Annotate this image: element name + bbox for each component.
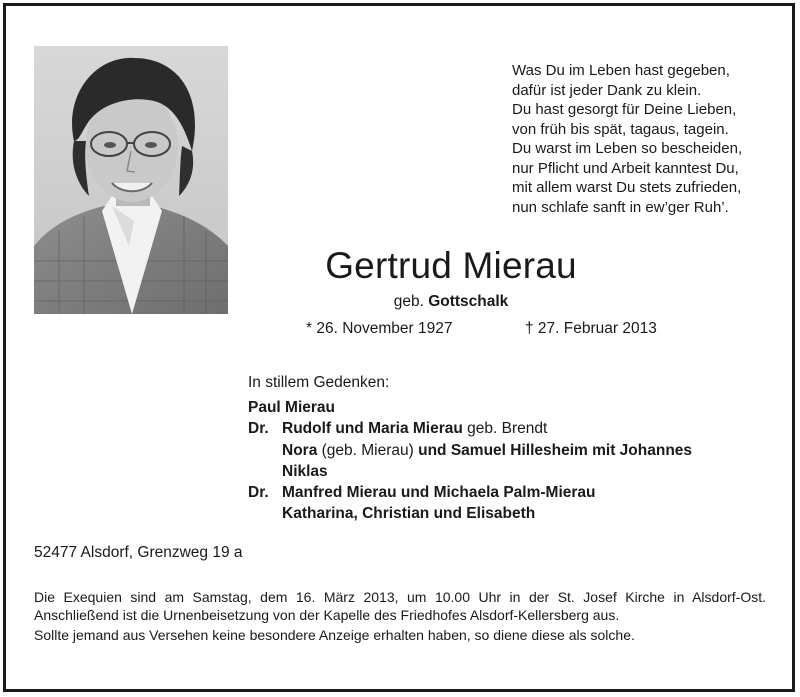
funeral-notice	[34, 588, 766, 644]
mourner-birthname: (geb. Mierau)	[317, 441, 419, 459]
death-date: † 27. Februar 2013	[525, 320, 657, 337]
obituary-notice	[3, 3, 795, 692]
mourner-birthname: geb. Brendt	[462, 420, 548, 438]
poem-line: nun schlafe sanft in ew’ger Ruh’.	[512, 198, 729, 216]
memorial-poem	[512, 61, 782, 217]
poem-line: Du warst im Leben so bescheiden,	[512, 140, 743, 157]
mourner-name: Paul Mierau	[248, 399, 335, 417]
title-dr: Dr.	[248, 484, 269, 502]
birthname-value: Gottschalk	[428, 293, 509, 310]
mourner-row	[248, 440, 778, 461]
mourner-name: und Samuel Hillesheim mit Johannes	[418, 441, 693, 459]
birth-name	[256, 292, 646, 312]
mourners-list	[248, 372, 778, 524]
mourner-name: Manfred Mierau und Michaela Palm-Mierau	[282, 484, 596, 502]
funeral-details: Die Exequien sind am Samstag, dem 16. März 2013, um 10.00 Uhr in der St. Josef Kirche in Alsdorf-Ost. Anschließend ist die Urnenbeisetzung von der Kapelle des Friedhofes Alsdorf-Kellersberg aus.	[34, 589, 766, 623]
mourner-name: Niklas	[282, 462, 328, 480]
poem-line: nur Pflicht und Arbeit kanntest Du,	[512, 159, 739, 177]
mourner-row	[248, 397, 778, 418]
deceased-name: Gertrud Mierau	[325, 245, 577, 286]
family-address: 52477 Alsdorf, Grenzweg 19 a	[34, 544, 243, 561]
birthname-prefix: geb.	[393, 293, 424, 310]
mourner-name: Nora	[282, 441, 318, 459]
life-dates	[306, 319, 706, 339]
poem-line: von früh bis spät, tagaus, tagein.	[512, 120, 729, 138]
mourner-row	[248, 503, 778, 524]
portrait-photo	[34, 46, 228, 314]
mourner-row	[248, 418, 778, 439]
birth-date: * 26. November 1927	[306, 320, 453, 337]
poem-line: Was Du im Leben hast gegeben,	[512, 62, 730, 79]
mourner-name: Rudolf und Maria Mierau	[282, 420, 463, 438]
closing-remark: Sollte jemand aus Versehen keine besondere Anzeige erhalten haben, so diene diese als solche.	[34, 627, 635, 643]
mourner-row	[248, 482, 778, 503]
title-dr: Dr.	[248, 420, 269, 438]
poem-line: Du hast gesorgt für Deine Lieben,	[512, 101, 737, 118]
portrait-image	[34, 46, 228, 314]
poem-line: mit allem warst Du stets zufrieden,	[512, 179, 742, 196]
poem-line: dafür ist jeder Dank zu klein.	[512, 81, 702, 99]
mourner-row	[248, 461, 778, 482]
mourners-intro: In stillem Gedenken:	[248, 374, 390, 391]
mourner-name: Katharina, Christian und Elisabeth	[282, 505, 536, 523]
